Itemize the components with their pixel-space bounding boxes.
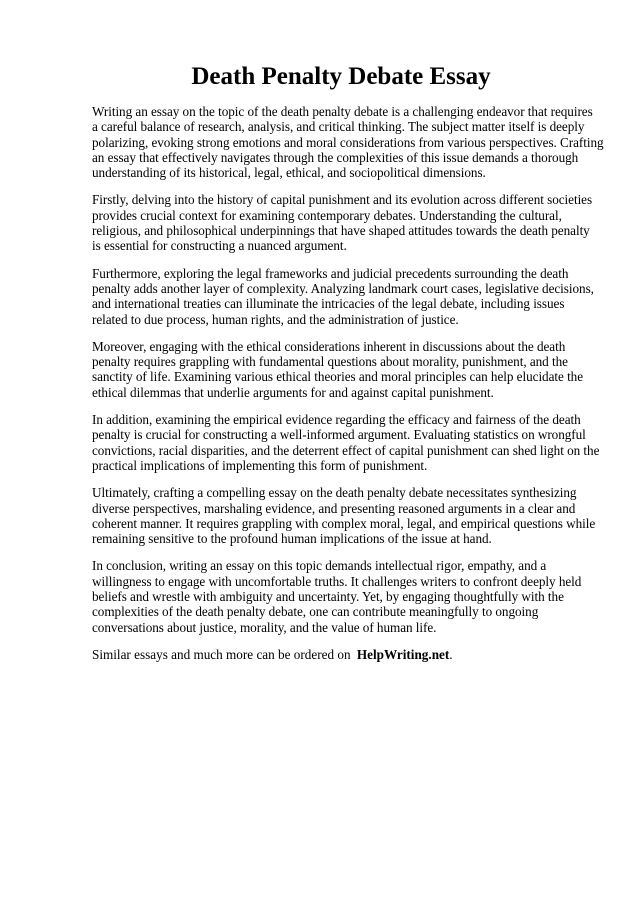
paragraph-line: remaining sensitive to the profound human implications of the issue at hand. <box>92 531 492 547</box>
paragraph-line: Furthermore, exploring the legal frameworks and judicial precedents surrounding the death <box>92 265 569 281</box>
paragraph-line: diverse perspectives, marshaling evidence, and presenting reasoned arguments in a clear and <box>92 500 576 516</box>
paragraph-line: and international treaties can illuminate the intricacies of the legal debate, including issues <box>92 296 565 312</box>
paragraph-line: Ultimately, crafting a compelling essay on the death penalty debate necessitates synthesizing <box>92 485 577 501</box>
paragraph-line: practical implications of implementing this form of punishment. <box>92 457 428 473</box>
paragraph-line: sanctity of life. Examining various ethical theories and moral principles can help elucidate the <box>92 369 584 385</box>
paragraph-line: Moreover, engaging with the ethical considerations inherent in discussions about the death <box>92 338 566 354</box>
essay-paragraph <box>92 266 594 327</box>
paragraph-line: understanding of its historical, legal, ethical, and sociopolitical dimensions. <box>92 165 486 181</box>
paragraph-line: In conclusion, writing an essay on this topic demands intellectual rigor, empathy, and a <box>92 558 547 574</box>
paragraph-line: conversations about justice, morality, and the value of human life. <box>92 619 437 635</box>
paragraph-line: Firstly, delving into the history of capital punishment and its evolution across different societies <box>92 192 593 208</box>
paragraph-line: polarizing, evoking strong emotions and moral considerations from various perspectives. Crafting <box>92 134 604 150</box>
paragraph-line: willingness to engage with uncomfortable truths. It challenges writers to confront deeply held <box>92 573 582 589</box>
paragraph-line: In addition, examining the empirical evidence regarding the efficacy and fairness of the death <box>92 412 581 428</box>
essay-body <box>92 104 604 635</box>
essay-paragraph <box>92 485 594 546</box>
paragraph-line: an essay that effectively navigates through the complexities of this issue demands a thorough <box>92 149 579 165</box>
helpwriting-link[interactable]: HelpWriting.net <box>356 646 450 662</box>
paragraph-line: Writing an essay on the topic of the death penalty debate is a challenging endeavor that requires <box>92 104 593 119</box>
paragraph-line: penalty requires grappling with fundamental questions about morality, punishment, and the <box>92 354 568 370</box>
essay-paragraph <box>92 412 600 473</box>
closing-text: Similar essays and much more can be ordered on <box>92 646 351 662</box>
essay-paragraph <box>92 104 604 181</box>
essay-paragraph <box>92 192 594 253</box>
paragraph-line: penalty is crucial for constructing a well-informed argument. Evaluating statistics on wrongful <box>92 427 586 443</box>
paragraph-line: a careful balance of research, analysis, and critical thinking. The subject matter itself is deeply <box>92 119 585 135</box>
closing-line <box>92 647 594 662</box>
essay-paragraph <box>92 558 594 634</box>
essay-title: Death Penalty Debate Essay <box>191 63 491 90</box>
paragraph-line: convictions, racial disparities, and the deterrent effect of capital punishment can shed light on the <box>92 442 600 458</box>
paragraph-line: religious, and philosophical underpinnings that have shaped attitudes towards the death penalty <box>92 223 590 239</box>
paragraph-line: ethical dilemmas that underlie arguments for and against capital punishment. <box>92 384 494 400</box>
paragraph-line: is essential for constructing a nuanced argument. <box>92 238 347 254</box>
closing-suffix: . <box>449 646 453 662</box>
paragraph-line: coherent manner. It requires grappling with complex moral, legal, and empirical questions while <box>92 515 596 531</box>
paragraph-line: complexities of the death penalty debate, one can contribute meaningfully to ongoing <box>92 604 539 620</box>
essay-paragraph <box>92 339 594 400</box>
paragraph-line: beliefs and wrestle with ambiguity and uncertainty. Yet, by engaging thoughtfully with the <box>92 589 564 605</box>
paragraph-line: provides crucial context for examining contemporary debates. Understanding the cultural, <box>92 207 562 223</box>
paragraph-line: penalty adds another layer of complexity. Analyzing landmark court cases, legislative decisions, <box>92 280 594 296</box>
paragraph-line: related to due process, human rights, and the administration of justice. <box>92 311 459 327</box>
